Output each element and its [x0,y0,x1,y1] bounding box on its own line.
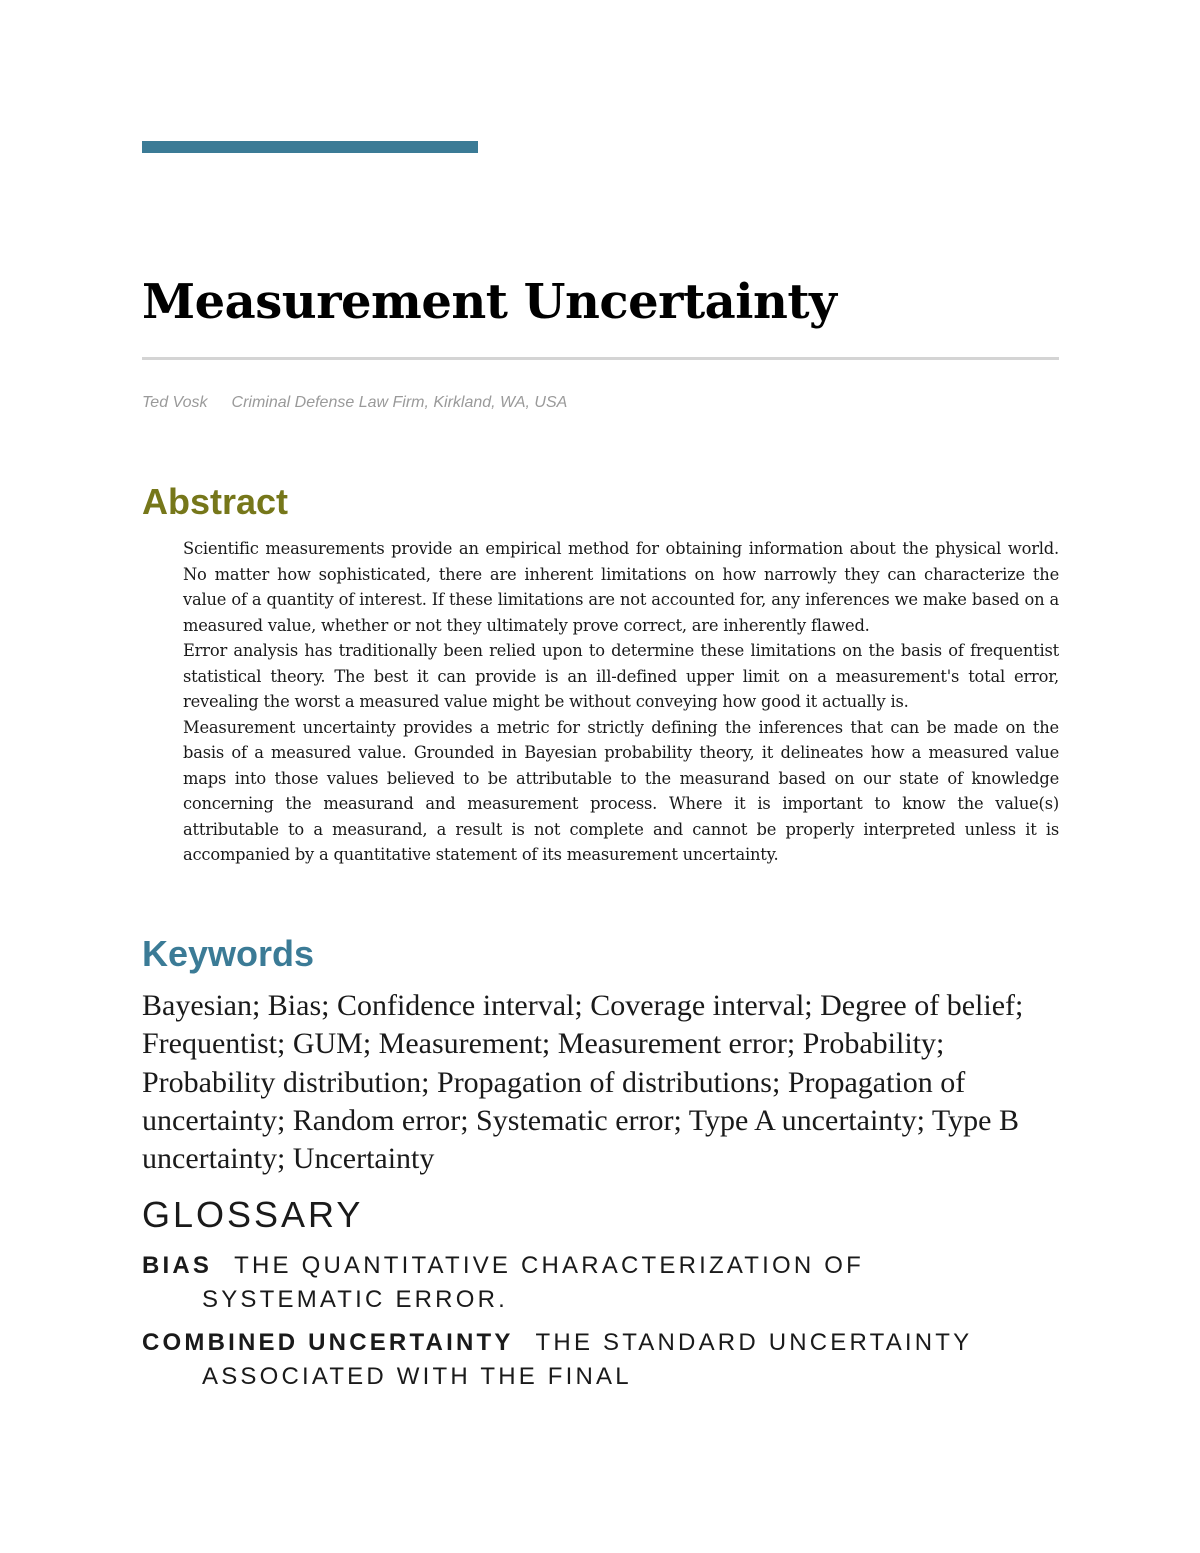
abstract-paragraph: Error analysis has traditionally been relied upon to determine these limitations on the basis of frequentist statistical theory. The best it can provide is an ill-defined upper limit on a measurement's total error, revealing the worst a measured value might be without conveying how good it actually is. [183,641,1059,711]
glossary-entry [142,1249,1042,1317]
glossary-heading-text: GLOSSARY [142,1194,364,1235]
glossary-definition: THE STANDARD UNCERTAINTY ASSOCIATED WITH THE FINAL [202,1329,972,1390]
glossary-term: COMBINED UNCERTAINTY [142,1329,514,1356]
abstract-heading: Abstract [142,481,289,522]
keywords-heading: Keywords [142,933,315,974]
byline [142,393,567,413]
glossary-definition: THE QUANTITATIVE CHARACTERIZATION OF SYSTEMATIC ERROR. [202,1252,865,1313]
abstract-body [183,536,1059,868]
accent-bar [142,141,478,153]
glossary-term: BIAS [142,1252,213,1279]
author-affiliation: Criminal Defense Law Firm, Kirkland, WA, USA [231,394,568,411]
glossary-entry [142,1326,1042,1394]
keywords-list: Bayesian; Bias; Confidence interval; Coverage interval; Degree of belief; Frequentist; GUM; Measurement; Measurement error; Probability; Probability distribution; Propagation of distributions; Propagation of uncertainty; Random error; Systematic error; Type A uncertainty; Type B uncertainty; Uncertainty [142,989,1024,1176]
title-divider [142,357,1059,360]
author-name: Ted Vosk [142,394,208,411]
abstract-paragraph: Scientific measurements provide an empirical method for obtaining information about the physical world. No matter how sophisticated, there are inherent limitations on how narrowly they can characterize the value of a quantity of interest. If these limitations are not accounted for, any inferences we make based on a measured value, whether or not they ultimately prove correct, are inherently flawed. [183,539,1059,635]
page-title: Measurement Uncertainty [142,274,837,330]
abstract-paragraph: Measurement uncertainty provides a metric for strictly defining the inferences that can be made on the basis of a measured value. Grounded in Bayesian probability theory, it delineates how a measured value maps into those values believed to be attributable to the measurand based on our state of knowledge concerning the measurand and measurement process. Where it is important to know the value(s) attributable to a measurand, a result is not complete and cannot be properly interpreted unless it is accompanied by a quantitative statement of its measurement uncertainty. [183,717,1059,864]
glossary-heading [142,1193,363,1237]
